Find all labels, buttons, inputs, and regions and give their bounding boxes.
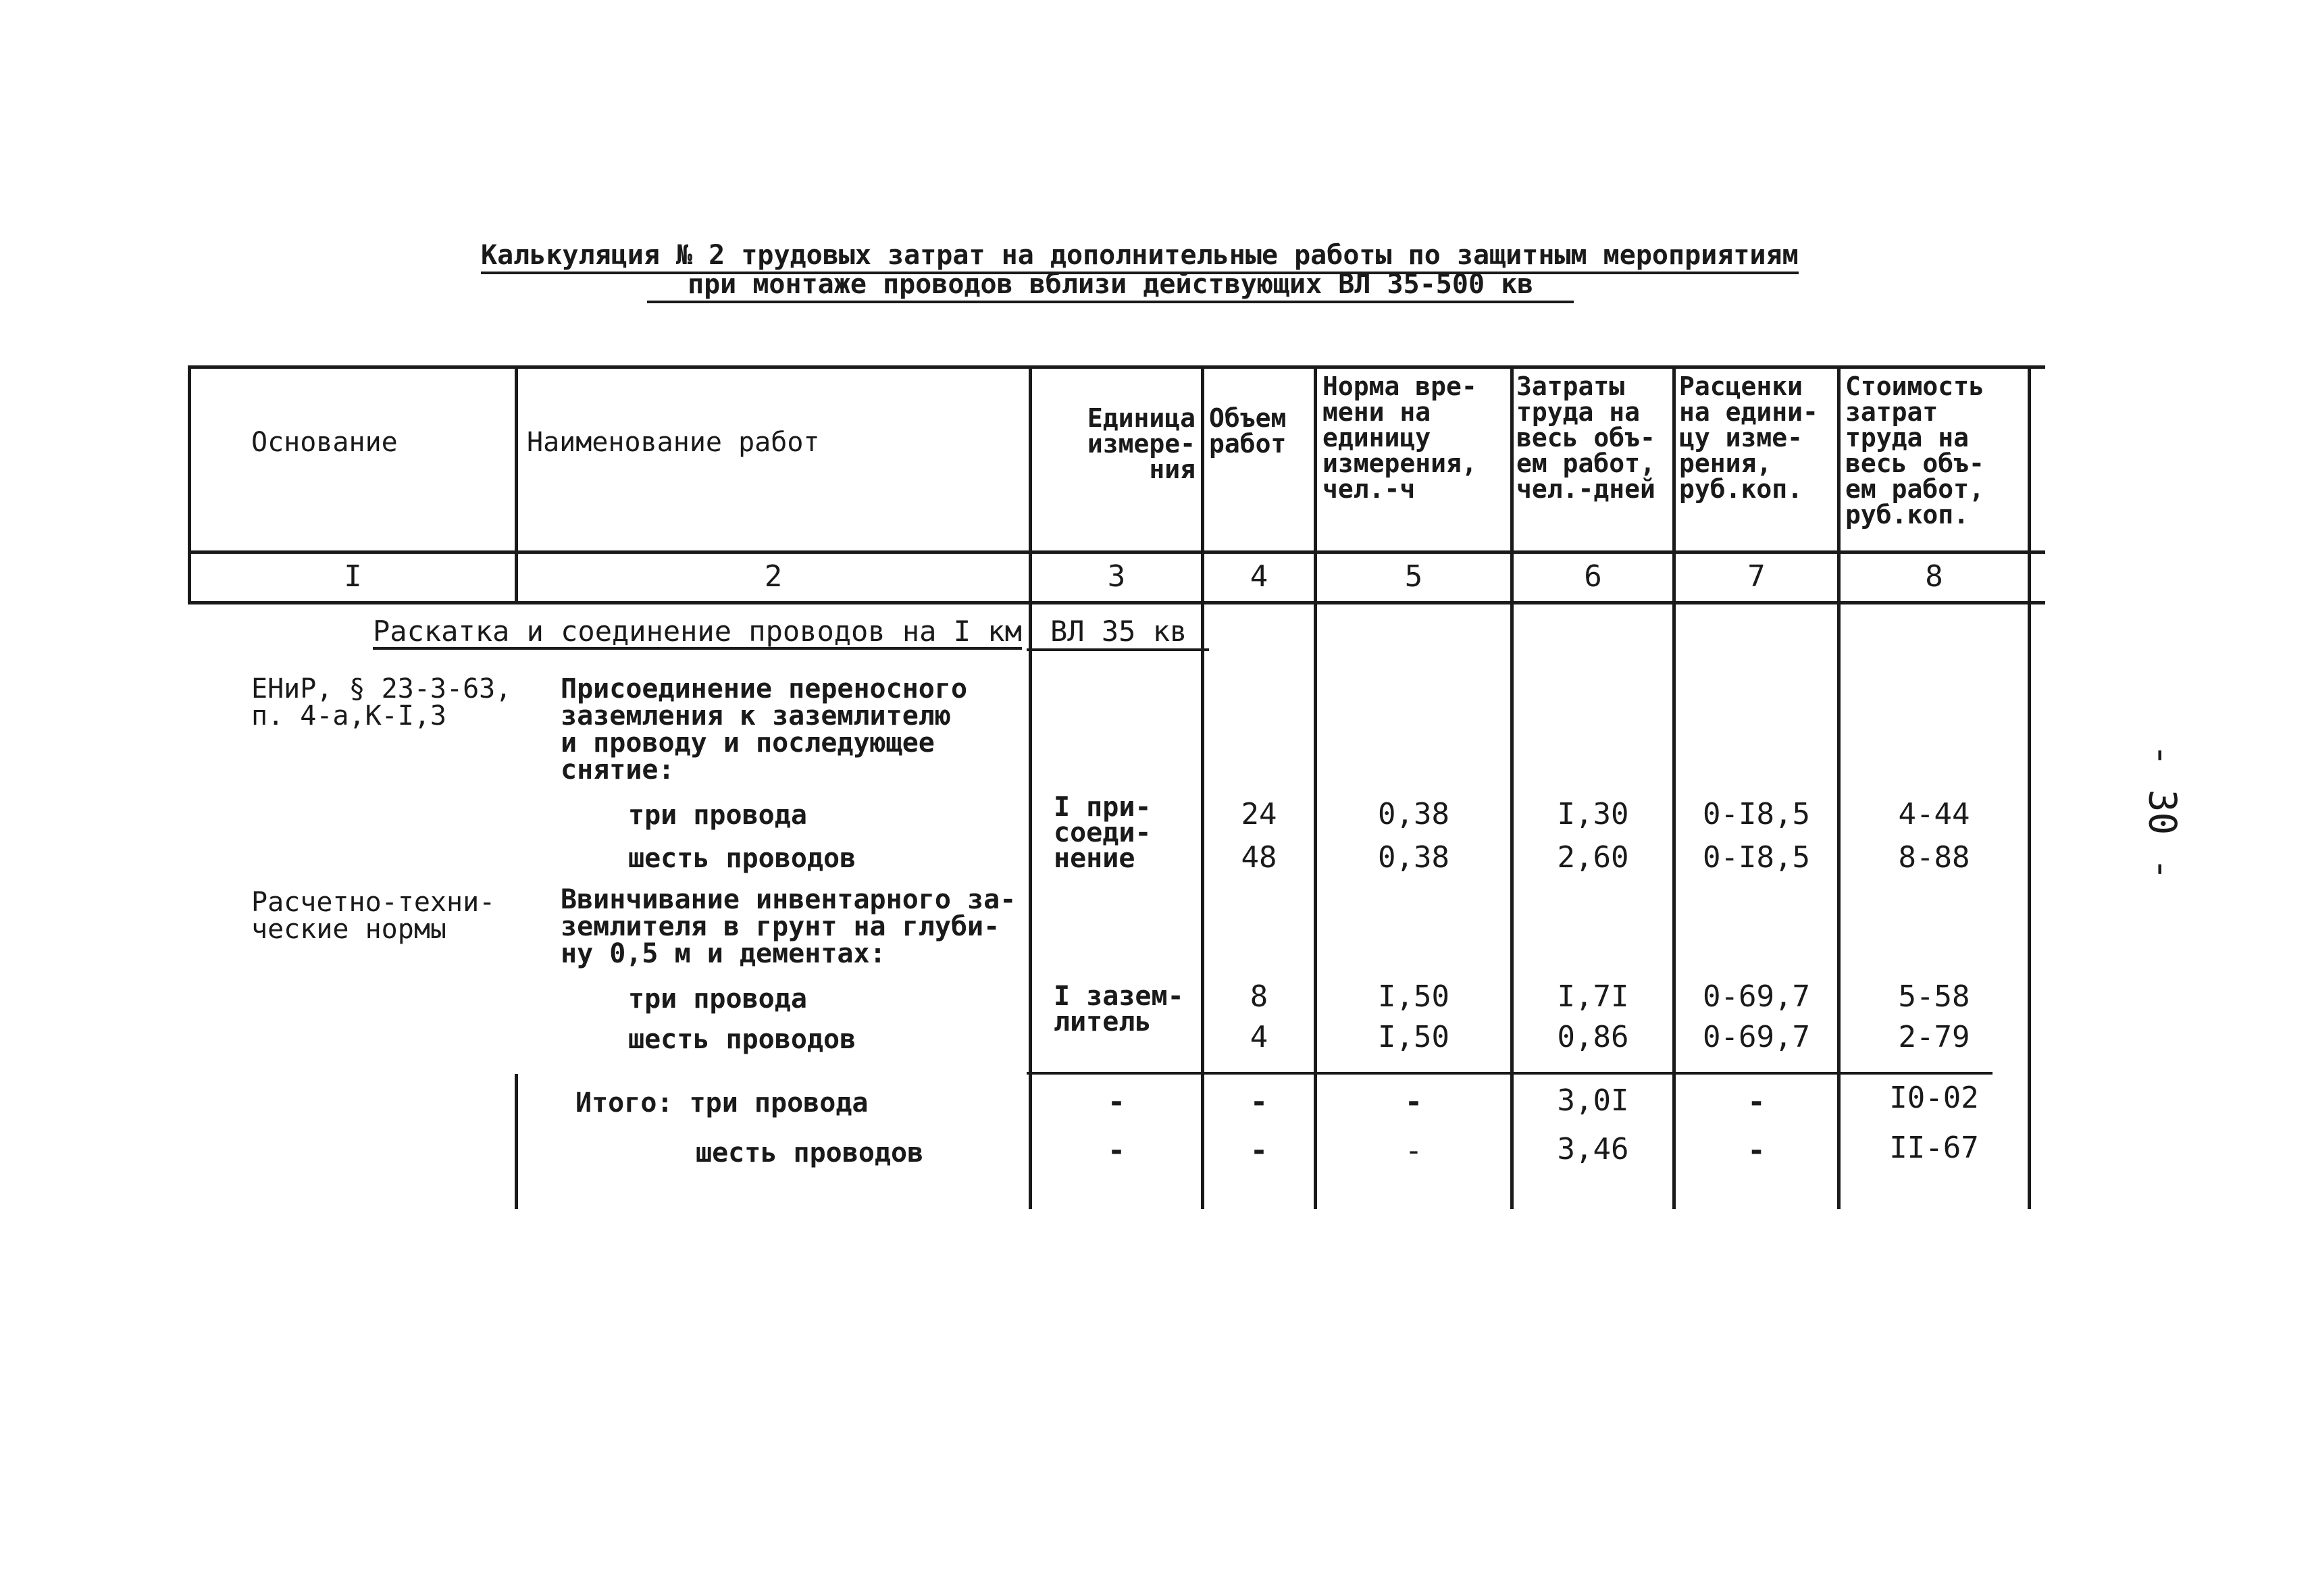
- group2-row1-rate: 0-69,7: [1703, 979, 1810, 1014]
- group1-work-name: Присоединение переносного заземления к заземлителю и проводу и последующее снятие:: [561, 673, 968, 786]
- section-title: Раскатка и соединение проводов на I км: [373, 617, 1022, 650]
- total-row2-cost: II-67: [1889, 1131, 1979, 1165]
- column-number-1: I: [344, 559, 362, 594]
- total-row1-label: Итого: три провода: [575, 1087, 869, 1118]
- total-row1-labor: 3,0I: [1557, 1083, 1629, 1118]
- group1-row1-labor: I,30: [1557, 797, 1629, 831]
- total-row1-norm: -: [1404, 1085, 1423, 1119]
- total-row2-volume: -: [1250, 1133, 1268, 1168]
- group1-row1-volume: 24: [1241, 797, 1277, 831]
- group1-row1-cost: 4-44: [1898, 797, 1970, 831]
- header-rate: Расценки на едини- цу изме- рения, руб.коп.: [1679, 371, 1818, 504]
- total-row2-norm: -: [1404, 1133, 1423, 1168]
- total-row1-cost: I0-02: [1889, 1081, 1979, 1115]
- total-row2-unit: -: [1107, 1133, 1126, 1168]
- column-number-5: 5: [1404, 559, 1423, 594]
- group2-work-name: Ввинчивание инвентарного за- землителя в грунт на глуби- ну 0,5 м и дементах:: [561, 884, 1017, 969]
- group1-row1-rate: 0-I8,5: [1703, 797, 1810, 831]
- group2-row1-norm: I,50: [1378, 979, 1449, 1014]
- section-unit: ВЛ 35 кв: [1050, 615, 1187, 648]
- header-basis: Основание: [251, 427, 398, 458]
- group1-row2-labor: 2,60: [1557, 840, 1629, 875]
- group1-basis: ЕНиР, § 23-3-63, п. 4-а,К-I,3: [251, 673, 512, 731]
- group1-row2-cost: 8-88: [1898, 840, 1970, 875]
- page-number: - 30 -: [2140, 744, 2184, 881]
- group1-row2-norm: 0,38: [1378, 840, 1449, 875]
- group2-row2-volume: 4: [1250, 1020, 1268, 1054]
- column-number-7: 7: [1747, 559, 1766, 594]
- group2-row1-labor: I,7I: [1557, 979, 1629, 1014]
- header-labor-cost: Затраты труда на весь объ- ем работ, чел.-дней: [1516, 371, 1655, 504]
- header-volume: Объем работ: [1209, 403, 1287, 459]
- total-row2-label: шесть проводов: [696, 1137, 924, 1168]
- header-work-name: Наименование работ: [527, 427, 820, 458]
- group2-row2-cost: 2-79: [1898, 1020, 1970, 1054]
- group1-row1-name: три провода: [628, 800, 807, 831]
- document-title-line1: Калькуляция № 2 трудовых затрат на дополнительные работы по защитным мероприятиям: [481, 239, 1799, 274]
- total-row2-rate: -: [1747, 1133, 1766, 1168]
- column-number-4: 4: [1250, 559, 1268, 594]
- header-time-norm: Норма вре- мени на единицу измерения, чел.-ч: [1322, 371, 1477, 504]
- total-row1-unit: -: [1107, 1085, 1126, 1119]
- document-title-line2: при монтаже проводов вблизи действующих ВЛ 35-500 кв: [647, 268, 1574, 303]
- group1-row2-name: шесть проводов: [628, 843, 856, 874]
- group1-row1-norm: 0,38: [1378, 797, 1449, 831]
- group2-row2-norm: I,50: [1378, 1020, 1449, 1054]
- group2-row1-name: три провода: [628, 983, 807, 1014]
- total-row1-rate: -: [1747, 1085, 1766, 1119]
- column-number-2: 2: [764, 559, 783, 594]
- group1-unit: I при- соеди- нение: [1054, 792, 1152, 874]
- group2-unit: I зазем- литель: [1054, 981, 1184, 1037]
- group2-basis: Расчетно-техни- ческие нормы: [251, 887, 496, 945]
- total-row2-labor: 3,46: [1557, 1132, 1629, 1166]
- column-number-3: 3: [1107, 559, 1126, 594]
- group1-row2-volume: 48: [1241, 840, 1277, 875]
- group2-row2-labor: 0,86: [1557, 1020, 1629, 1054]
- header-unit: Единица измере- ния: [1087, 403, 1195, 484]
- group1-row2-rate: 0-I8,5: [1703, 840, 1810, 875]
- column-number-6: 6: [1584, 559, 1602, 594]
- header-total-cost: Стоимость затрат труда на весь объ- ем работ, руб.коп.: [1845, 371, 1984, 530]
- column-number-8: 8: [1925, 559, 1943, 594]
- total-row1-volume: -: [1250, 1085, 1268, 1119]
- group2-row1-cost: 5-58: [1898, 979, 1970, 1014]
- group2-row1-volume: 8: [1250, 979, 1268, 1014]
- group2-row2-rate: 0-69,7: [1703, 1020, 1810, 1054]
- group2-row2-name: шесть проводов: [628, 1024, 856, 1055]
